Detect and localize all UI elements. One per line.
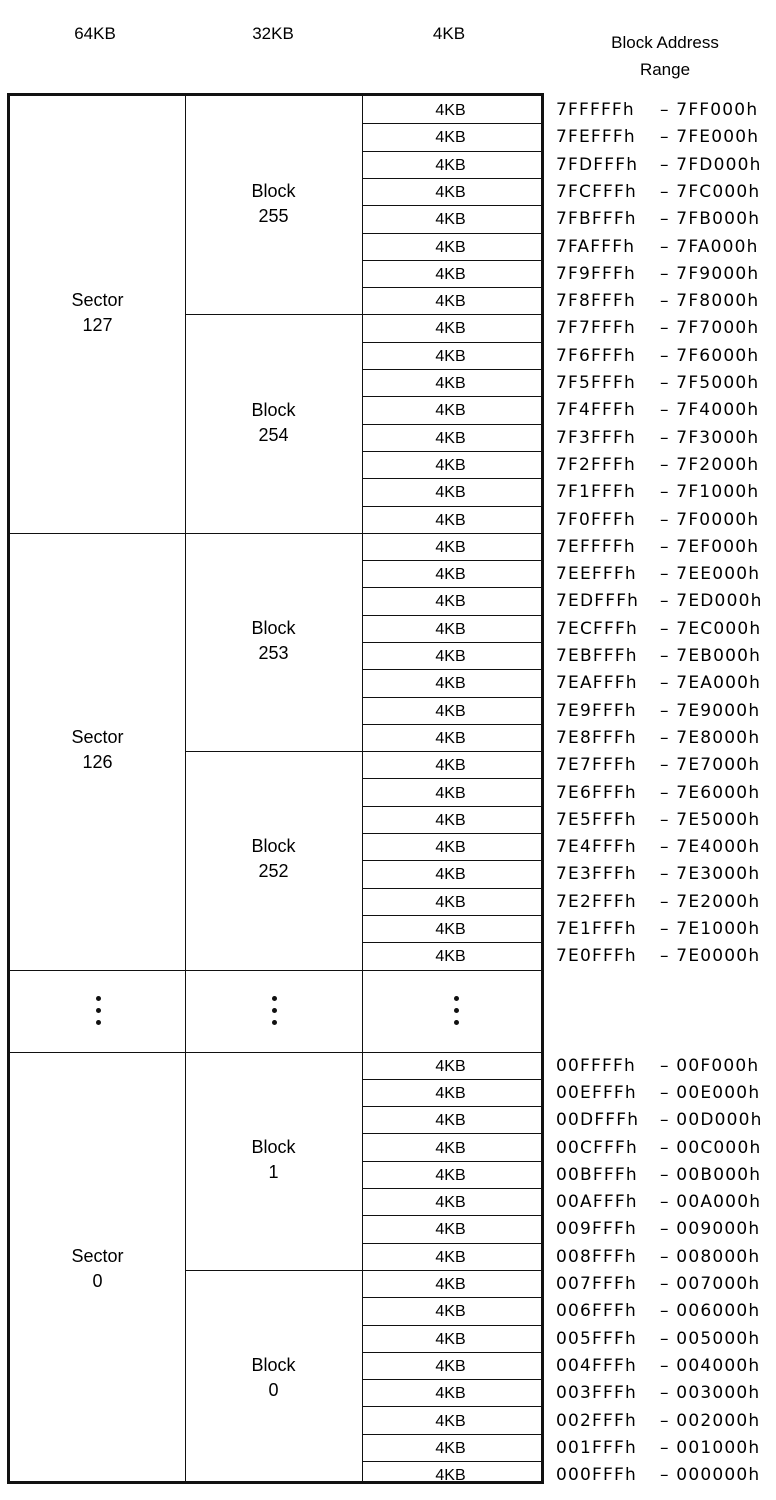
row-divider	[362, 451, 541, 452]
header-range-line1: Block Address	[611, 33, 719, 52]
address-high: 7E3FFFh	[556, 864, 637, 885]
row-divider	[362, 478, 541, 479]
address-high: 7E0FFFh	[556, 946, 637, 967]
address-low: – 00A000h	[660, 1192, 762, 1213]
row-divider	[10, 533, 541, 534]
cell-4kb: 4KB	[435, 102, 466, 119]
cell-4kb: 4KB	[435, 129, 466, 147]
address-high: 7E7FFFh	[556, 755, 637, 776]
address-high: 7F2FFFh	[556, 454, 636, 475]
address-high: 006FFFh	[556, 1301, 637, 1322]
block-label-number: 253	[258, 643, 289, 663]
address-range-row	[556, 619, 761, 639]
address-high: 7FCFFFh	[556, 181, 637, 202]
block-label-number: 1	[268, 1161, 279, 1182]
address-high: 7EAFFFh	[556, 673, 638, 694]
address-high: 000FFFh	[556, 1465, 637, 1486]
row-divider	[362, 860, 541, 861]
cell-4kb: 4KB	[435, 593, 466, 611]
address-low: – 7F0000h	[660, 509, 760, 530]
row-divider	[362, 724, 541, 725]
address-low: – 7F9000h	[660, 263, 760, 284]
address-low: – 7E0000h	[660, 946, 761, 967]
row-divider	[362, 506, 541, 507]
row-divider	[362, 178, 541, 179]
address-high: 7FAFFFh	[556, 236, 636, 257]
address-range-row	[556, 127, 759, 147]
address-low: – 004000h	[660, 1355, 761, 1376]
cell-4kb: 4KB	[435, 347, 466, 365]
cell-4kb: 4KB	[435, 538, 466, 556]
row-divider	[362, 1188, 541, 1189]
cell-4kb: 4KB	[435, 375, 466, 392]
row-divider	[362, 915, 541, 916]
block-label	[185, 1135, 362, 1185]
cell-4kb: 4KB	[435, 320, 466, 338]
address-high: 00CFFFh	[556, 1137, 639, 1158]
cell-4kb: 4KB	[435, 265, 466, 283]
row-divider	[362, 1297, 541, 1298]
address-high: 7E8FFFh	[556, 727, 637, 748]
ellipsis-dot	[454, 1008, 459, 1013]
cell-4kb: 4KB	[435, 921, 466, 938]
address-range-row	[556, 1165, 761, 1185]
block-label	[185, 398, 362, 448]
cell-4kb: 4KB	[435, 757, 466, 775]
address-range-row	[556, 1083, 760, 1103]
address-low: – 7FB000h	[660, 209, 761, 230]
cell-4kb: 4KB	[435, 1112, 466, 1130]
address-range-row	[556, 892, 760, 912]
address-high: 00AFFFh	[556, 1192, 638, 1213]
address-range-row	[556, 646, 761, 666]
address-range-row	[556, 755, 760, 775]
ellipsis-dot	[454, 1020, 459, 1025]
address-low: – 7EC000h	[660, 618, 762, 639]
row-divider	[362, 233, 541, 234]
address-range-row	[556, 1301, 760, 1321]
address-low: – 7FC000h	[660, 181, 761, 202]
address-high: 7ECFFFh	[556, 618, 638, 639]
cell-4kb: 4KB	[435, 293, 466, 311]
address-range-row	[556, 1465, 760, 1485]
address-range-row	[556, 264, 759, 284]
cell-4kb: 4KB	[435, 1439, 466, 1457]
address-range-row	[556, 673, 761, 693]
address-low: – 7E7000h	[660, 755, 761, 776]
gap-bottom-line	[10, 1052, 541, 1053]
cell-4kb: 4KB	[435, 183, 466, 201]
address-low: – 008000h	[660, 1246, 761, 1267]
address-high: 005FFFh	[556, 1328, 637, 1349]
address-range-row	[556, 919, 760, 939]
address-range-row	[556, 455, 759, 475]
address-high: 7EFFFFh	[556, 536, 636, 557]
cell-4kb: 4KB	[435, 456, 466, 474]
block-label	[185, 616, 362, 666]
cell-4kb: 4KB	[435, 648, 466, 665]
cell-4kb: 4KB	[435, 1385, 466, 1403]
cell-4kb: 4KB	[435, 1248, 466, 1266]
cell-4kb: 4KB	[435, 948, 466, 966]
cell-4kb: 4KB	[435, 1357, 466, 1375]
address-low: – 7F2000h	[660, 454, 760, 475]
address-low: – 006000h	[660, 1301, 761, 1322]
ellipsis-dot	[96, 1020, 101, 1025]
sector-label	[10, 725, 185, 775]
address-high: 7EDFFFh	[556, 591, 640, 612]
cell-4kb: 4KB	[435, 511, 466, 529]
cell-4kb: 4KB	[435, 1467, 466, 1485]
address-low: – 7ED000h	[660, 591, 763, 612]
block-label-word: Block	[251, 181, 296, 202]
address-low: – 7FF000h	[660, 100, 759, 120]
address-range-row	[556, 510, 759, 530]
cell-4kb: 4KB	[435, 1194, 466, 1212]
address-low: – 003000h	[660, 1383, 761, 1404]
sector-label	[10, 1244, 185, 1294]
address-high: 7FDFFFh	[556, 154, 639, 175]
address-high: 7F1FFFh	[556, 482, 636, 503]
sector-label-number: 126	[82, 752, 113, 773]
address-low: – 7FA000h	[660, 236, 759, 257]
row-divider	[362, 1352, 541, 1353]
address-high: 007FFFh	[556, 1274, 637, 1294]
address-range-row	[556, 1274, 760, 1294]
block-label-number: 252	[258, 861, 289, 882]
ellipsis-dot	[272, 1008, 277, 1013]
block-label-word: Block	[251, 618, 296, 638]
address-low: – 00F000h	[660, 1055, 760, 1076]
address-high: 7E5FFFh	[556, 809, 637, 830]
row-divider	[362, 615, 541, 616]
cell-4kb: 4KB	[435, 1084, 466, 1102]
address-low: – 7F6000h	[660, 345, 760, 366]
column-divider-64kb-32kb	[185, 96, 186, 1481]
cell-4kb: 4KB	[435, 811, 466, 829]
row-divider	[185, 751, 541, 752]
row-divider	[362, 342, 541, 343]
address-low: – 001000h	[660, 1437, 761, 1458]
address-high: 00BFFFh	[556, 1164, 638, 1185]
address-low: – 7EF000h	[660, 536, 760, 557]
address-range-row	[556, 237, 759, 257]
cell-4kb: 4KB	[435, 484, 466, 502]
address-high: 7F4FFFh	[556, 400, 636, 421]
address-high: 7F6FFFh	[556, 345, 636, 366]
address-range-row	[556, 810, 760, 830]
block-label	[185, 179, 362, 229]
cell-4kb: 4KB	[435, 211, 466, 229]
address-range-row	[556, 182, 760, 202]
address-high: 003FFFh	[556, 1383, 637, 1404]
address-high: 00EFFFh	[556, 1082, 637, 1103]
row-divider	[362, 778, 541, 779]
cell-4kb: 4KB	[435, 1276, 466, 1293]
ellipsis-dot	[96, 996, 101, 1001]
address-low: – 7EA000h	[660, 673, 762, 694]
address-range-row	[556, 783, 760, 803]
row-divider	[362, 806, 541, 807]
ellipsis-dot	[272, 1020, 277, 1025]
address-range-row	[556, 100, 758, 120]
ellipsis-dot	[272, 996, 277, 1001]
address-high: 7E4FFFh	[556, 837, 637, 858]
ellipsis-col-4kb	[454, 996, 460, 1026]
row-divider	[362, 1406, 541, 1407]
address-range-row	[556, 1329, 760, 1349]
row-divider	[362, 833, 541, 834]
row-divider	[362, 1461, 541, 1462]
address-range-row	[556, 1247, 760, 1267]
address-low: – 7F4000h	[660, 400, 760, 421]
cell-4kb: 4KB	[435, 893, 466, 911]
address-low: – 7E6000h	[660, 782, 761, 803]
header-range-line2: Range	[639, 60, 691, 79]
address-low: – 000000h	[660, 1465, 761, 1486]
sector-label-number: 127	[82, 315, 113, 336]
address-range-row	[556, 400, 759, 420]
address-low: – 7EE000h	[660, 564, 761, 585]
address-high: 7EEFFFh	[556, 564, 637, 585]
address-low: – 7E2000h	[660, 891, 761, 912]
cell-4kb: 4KB	[435, 1303, 466, 1321]
cell-4kb: 4KB	[435, 866, 466, 884]
address-low: – 7F1000h	[660, 482, 760, 503]
header-4kb: 4KB	[432, 24, 466, 43]
address-high: 00FFFFh	[556, 1055, 636, 1076]
ellipsis-dot	[96, 1008, 101, 1013]
address-range-row	[556, 428, 759, 448]
address-range-row	[556, 1356, 760, 1376]
row-divider	[362, 1243, 541, 1244]
cell-4kb: 4KB	[435, 1330, 466, 1348]
address-high: 008FFFh	[556, 1246, 637, 1267]
address-low: – 7EB000h	[660, 646, 762, 666]
address-low: – 7F5000h	[660, 373, 760, 393]
address-high: 00DFFFh	[556, 1110, 640, 1131]
header-64kb: 64KB	[74, 24, 116, 43]
address-low: – 7E9000h	[660, 700, 761, 721]
address-high: 7F7FFFh	[556, 318, 636, 339]
address-high: 7F9FFFh	[556, 263, 636, 284]
row-divider	[185, 314, 541, 315]
row-divider	[362, 287, 541, 288]
cell-4kb: 4KB	[435, 156, 466, 174]
cell-4kb: 4KB	[435, 620, 466, 638]
address-range-row	[556, 1138, 761, 1158]
row-divider	[362, 424, 541, 425]
address-high: 7F8FFFh	[556, 291, 636, 312]
block-label-word: Block	[251, 1355, 296, 1376]
row-divider	[362, 151, 541, 152]
address-range-row	[556, 1110, 763, 1130]
row-divider	[362, 396, 541, 397]
address-range-row	[556, 1411, 760, 1431]
address-range-row	[556, 946, 760, 966]
address-high: 7E1FFFh	[556, 919, 637, 939]
address-range-row	[556, 318, 759, 338]
row-divider	[362, 888, 541, 889]
cell-4kb: 4KB	[435, 566, 466, 584]
address-low: – 007000h	[660, 1274, 761, 1294]
block-label-number: 0	[268, 1380, 279, 1401]
row-divider	[362, 697, 541, 698]
row-divider	[362, 369, 541, 370]
address-high: 002FFFh	[556, 1410, 637, 1431]
address-range-row	[556, 864, 760, 884]
row-divider	[362, 1161, 541, 1162]
row-divider	[362, 1215, 541, 1216]
address-high: 7EBFFFh	[556, 646, 638, 666]
row-divider	[362, 669, 541, 670]
address-low: – 009000h	[660, 1219, 761, 1240]
header-block-address-range	[560, 29, 770, 83]
address-high: 7FEFFFh	[556, 127, 636, 148]
row-divider	[185, 1270, 541, 1271]
sector-label-word: Sector	[71, 1246, 124, 1266]
ellipsis-dot	[454, 996, 459, 1001]
row-divider	[362, 260, 541, 261]
row-divider	[362, 1325, 541, 1326]
sector-label	[10, 288, 185, 338]
header-32kb: 32KB	[252, 24, 294, 43]
address-high: 004FFFh	[556, 1355, 637, 1376]
cell-4kb: 4KB	[435, 729, 466, 747]
cell-4kb: 4KB	[435, 1057, 466, 1075]
block-label	[185, 1353, 362, 1403]
address-range-row	[556, 1383, 760, 1403]
address-low: – 7F8000h	[660, 291, 760, 312]
address-low: – 7E1000h	[660, 919, 761, 939]
address-range-row	[556, 1192, 761, 1212]
sector-label-number: 0	[92, 1271, 103, 1291]
address-low: – 7E4000h	[660, 837, 761, 858]
cell-4kb: 4KB	[435, 402, 466, 420]
address-range-row	[556, 373, 759, 393]
row-divider	[362, 1106, 541, 1107]
address-high: 7FFFFFh	[556, 100, 635, 120]
address-low: – 005000h	[660, 1328, 761, 1349]
address-low: – 7E3000h	[660, 864, 761, 885]
sector-label-word: Sector	[71, 727, 124, 748]
address-low: – 002000h	[660, 1410, 761, 1431]
address-high: 001FFFh	[556, 1437, 637, 1458]
row-divider	[362, 587, 541, 588]
address-range-row	[556, 837, 760, 857]
address-range-row	[556, 701, 760, 721]
address-low: – 7E5000h	[660, 809, 761, 830]
row-divider	[362, 642, 541, 643]
row-divider	[362, 1379, 541, 1380]
row-divider	[362, 1133, 541, 1134]
address-low: – 7F3000h	[660, 427, 760, 448]
cell-4kb: 4KB	[435, 675, 466, 693]
address-high: 009FFFh	[556, 1219, 637, 1240]
address-low: – 00E000h	[660, 1082, 761, 1103]
ellipsis-col-64kb	[96, 996, 102, 1026]
address-high: 7F0FFFh	[556, 509, 636, 530]
address-low: – 7FE000h	[660, 127, 760, 148]
address-low: – 7FD000h	[660, 154, 762, 175]
ellipsis-col-32kb	[272, 996, 278, 1026]
address-range-row	[556, 482, 759, 502]
address-range-row	[556, 291, 759, 311]
address-range-row	[556, 591, 763, 611]
block-label-number: 255	[258, 206, 289, 227]
address-high: 7E2FFFh	[556, 891, 637, 912]
cell-4kb: 4KB	[435, 839, 466, 857]
block-label-word: Block	[251, 836, 296, 857]
address-range-row	[556, 1056, 759, 1076]
cell-4kb: 4KB	[435, 702, 466, 720]
sector-label-word: Sector	[71, 290, 124, 311]
row-divider	[362, 1079, 541, 1080]
address-range-row	[556, 155, 762, 175]
memory-map-table	[7, 93, 544, 1484]
block-label-word: Block	[251, 399, 296, 420]
cell-4kb: 4KB	[435, 1412, 466, 1430]
address-range-row	[556, 1438, 760, 1458]
address-high: 7F3FFFh	[556, 427, 636, 448]
address-high: 7FBFFFh	[556, 209, 637, 230]
address-range-row	[556, 537, 759, 557]
address-range-row	[556, 209, 760, 229]
address-low: – 7F7000h	[660, 318, 760, 339]
block-label-number: 254	[258, 424, 289, 445]
address-high: 7E6FFFh	[556, 782, 637, 803]
row-divider	[362, 942, 541, 943]
address-low: – 00C000h	[660, 1137, 762, 1158]
cell-4kb: 4KB	[435, 238, 466, 256]
row-divider	[362, 123, 541, 124]
cell-4kb: 4KB	[435, 429, 466, 447]
cell-4kb: 4KB	[435, 1166, 466, 1184]
address-range-row	[556, 1219, 760, 1239]
address-high: 7E9FFFh	[556, 700, 637, 721]
row-divider	[362, 1434, 541, 1435]
cell-4kb: 4KB	[435, 1139, 466, 1157]
cell-4kb: 4KB	[435, 784, 466, 802]
address-low: – 00D000h	[660, 1110, 763, 1131]
row-divider	[10, 970, 541, 971]
address-range-row	[556, 728, 760, 748]
address-range-row	[556, 346, 759, 366]
address-low: – 7E8000h	[660, 727, 761, 748]
block-label-word: Block	[251, 1136, 296, 1157]
row-divider	[362, 205, 541, 206]
row-divider	[362, 560, 541, 561]
cell-4kb: 4KB	[435, 1221, 466, 1239]
address-high: 7F5FFFh	[556, 373, 636, 393]
block-label	[185, 834, 362, 884]
address-range-row	[556, 564, 760, 584]
address-low: – 00B000h	[660, 1164, 762, 1185]
